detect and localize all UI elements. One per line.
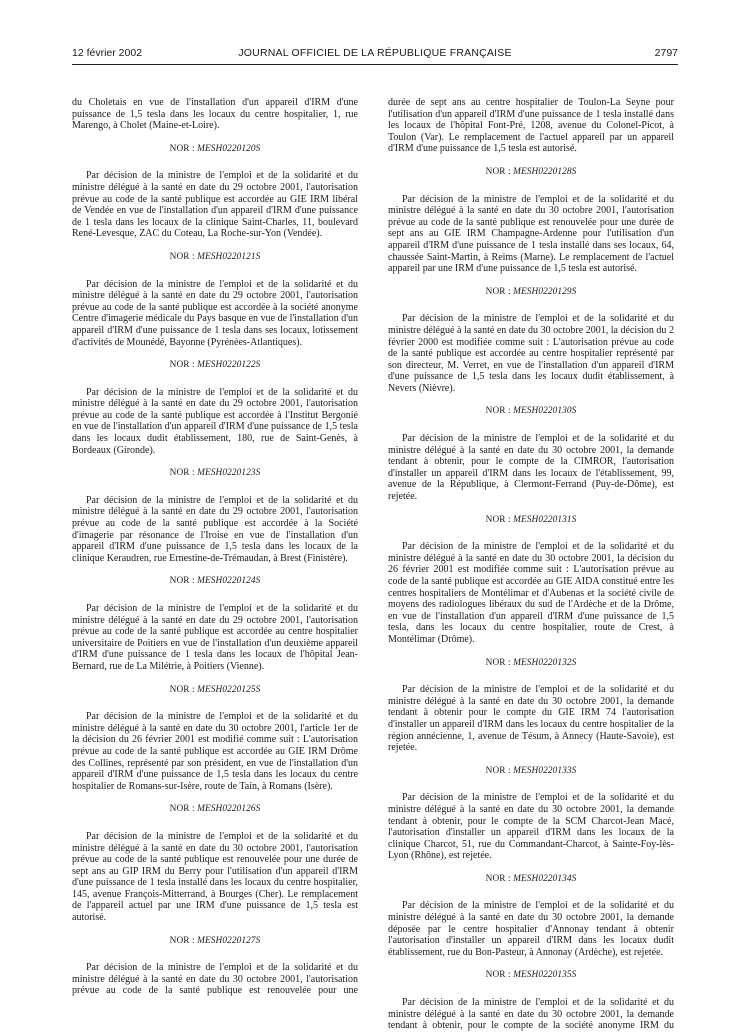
nor-reference [388, 874, 674, 886]
header-rule [72, 64, 678, 65]
header-title: JOURNAL OFFICIEL DE LA RÉPUBLIQUE FRANÇAISE [238, 47, 512, 59]
nor-reference [72, 144, 358, 156]
nor-code: MESH0220122S [197, 360, 261, 371]
nor-label: NOR : [169, 143, 195, 154]
nor-label: NOR : [169, 576, 195, 587]
nor-code: MESH0220131S [513, 514, 577, 525]
nor-label: NOR : [485, 873, 511, 884]
nor-code: MESH0220120S [197, 143, 261, 154]
nor-label: NOR : [169, 360, 195, 371]
nor-label: NOR : [485, 765, 511, 776]
nor-label: NOR : [485, 286, 511, 297]
nor-reference [388, 970, 674, 982]
decision-paragraph: Par décision de la ministre de l'emploi et de la solidarité et du ministre délégué à la santé en date du 29 octobre 2001, l'autorisation prévue au code de la santé publique est accordée au GIE IRM libéral de Vendée en vue de l'installation d'un appareil d'IRM d'une puissance de 1 tesla dans les locaux de la clinique Saint-Charles, 11, boulevard René-Levesque, ZAC du Coteau, La Roche-sur-Yon (Vendée). [72, 170, 358, 240]
decision-paragraph: Par décision de la ministre de l'emploi et de la solidarité et du ministre délégué à la santé en date du 29 octobre 2001, l'autorisation prévue au code de la santé publique est accordée à la société anonyme Centre d'imagerie médicale du Pays basque en vue de l'installation d'un appareil d'IRM d'une puissance de 1 tesla dans ses locaux, lotissement d'activités de Mounédé, Bayonne (Pyrénées-Atlantiques). [72, 278, 358, 348]
nor-code: MESH0220129S [513, 286, 577, 297]
decision-paragraph: Par décision de la ministre de l'emploi et de la solidarité et du ministre délégué à la santé en date du 30 octobre 2001, l'article 1er de la décision du 26 février 2001 est modifié comme suit : L'autorisation prévue au code de la santé publique est accordée au GIE IRM Drôme des Collines, représenté par son président, en vue de l'installation d'un appareil d'IRM d'une puissance de 1,5 tesla dans les locaux du centre hospitalier de Romans-sur-Isère, route de Tain, à Romans (Isère). [72, 711, 358, 792]
nor-label: NOR : [169, 251, 195, 262]
decision-paragraph: Par décision de la ministre de l'emploi et de la solidarité et du ministre délégué à la santé en date du 30 octobre 2001, la demande tendant à obtenir, pour le compte de la CIMROR, l'autorisation d'installer un appareil d'IRM dans les locaux de l'établissement, 99, avenue de la République, à Clermont-Ferrand (Puy-de-Dôme), est rejetée. [388, 433, 674, 503]
decision-paragraph: Par décision de la ministre de l'emploi et de la solidarité et du ministre délégué à la santé en date du 30 octobre 2001, la décision du 2 février 2000 est modifiée comme suit : L'autorisation prévue au code de la santé publique est accordée au centre hospitalier représenté par son directeur, M. Verret, en vue de l'installation d'un appareil d'IRM d'une puissance de 1,5 tesla dans les locaux dudit établissement, à Nevers (Nièvre). [388, 313, 674, 394]
decision-paragraph: Par décision de la ministre de l'emploi et de la solidarité et du ministre délégué à la santé en date du 30 octobre 2001, la demande tendant à obtenir, pour le compte de la SCM Charcot-Jean Macé, l'autorisation d'installer un appareil d'IRM dans les locaux de la clinique Charcot, 51, rue du Commandant-Charcot, à Sainte-Foy-lès-Lyon (Rhône), est rejetée. [388, 792, 674, 862]
nor-label: NOR : [169, 684, 195, 695]
nor-code: MESH0220133S [513, 765, 577, 776]
decision-paragraph: Par décision de la ministre de l'emploi et de la solidarité et du ministre délégué à la santé en date du 30 octobre 2001, l'autorisation prévue au code de la santé publique est renouvelée pour une durée de sept ans au GIE IRM Champagne-Ardenne pour l'utilisation d'un appareil d'IRM d'une puissance de 1 tesla installé dans ses locaux, 64, chaussée Saint-Martin, à Reims (Marne). Le remplacement de l'actuel appareil par une IRM d'une puissance de 1,5 tesla est autorisé. [388, 193, 674, 275]
nor-code: MESH0220123S [197, 468, 261, 479]
nor-code: MESH0220124S [197, 576, 261, 587]
nor-reference [72, 576, 358, 588]
nor-reference [388, 658, 674, 670]
continuation-paragraph: durée de sept ans au centre hospitalier de Toulon-La Seyne pour l'utilisation d'un appareil d'IRM d'une puissance de 1 tesla installé dans les locaux de l'hôpital Font-Pré, 1208, avenue du Colonel-Picot, à Toulon (Var). Le remplacement de l'actuel appareil par un appareil d'IRM d'une puissance de 1,5 tesla est autorisé. [388, 97, 674, 155]
continuation-paragraph: du Choletais en vue de l'installation d'un appareil d'IRM d'une puissance de 1,5 tesla dans les locaux du centre hospitalier, 1, rue Marengo, à Cholet (Maine-et-Loire). [72, 97, 358, 132]
nor-reference [388, 167, 674, 179]
right-column [388, 97, 674, 1032]
decision-paragraph: Par décision de la ministre de l'emploi et de la solidarité et du ministre délégué à la santé en date du 29 octobre 2001, l'autorisation prévue au code de la santé publique est accordée à la Société d'imagerie par résonance de l'Iroise en vue de l'installation d'un appareil d'IRM d'une puissance de 1,5 tesla dans les locaux de la clinique Keraudren, rue Ernestine-de-Trémaudan, à Brest (Finistère). [72, 494, 358, 564]
decision-paragraph: Par décision de la ministre de l'emploi et de la solidarité et du ministre délégué à la santé en date du 30 octobre 2001, l'autorisation prévue au code de la santé publique est renouvelée pour une [72, 962, 358, 997]
nor-code: MESH0220125S [197, 684, 261, 695]
nor-reference [72, 936, 358, 948]
decision-paragraph: Par décision de la ministre de l'emploi et de la solidarité et du ministre délégué à la santé en date du 30 octobre 2001, l'autorisation prévue au code de la santé publique est renouvelée pour une durée de sept ans au GIP IRM du Berry pour l'utilisation d'un appareil d'IRM d'une puissance de 1 tesla installé dans les locaux du centre hospitalier, 145, avenue François-Mitterrand, à Bourges (Cher). Le remplacement de l'appareil actuel par une IRM d'une puissance de 1,5 tesla est autorisé. [72, 830, 358, 924]
nor-code: MESH0220126S [197, 804, 261, 815]
nor-reference [388, 515, 674, 527]
nor-reference [388, 766, 674, 778]
nor-reference [388, 406, 674, 418]
nor-reference [72, 468, 358, 480]
decision-paragraph: Par décision de la ministre de l'emploi et de la solidarité et du ministre délégué à la santé en date du 30 octobre 2001, la demande tendant à obtenir, pour le compte de la société anonyme IRM du [388, 997, 674, 1032]
nor-reference [72, 360, 358, 372]
nor-label: NOR : [485, 657, 511, 668]
nor-label: NOR : [485, 514, 511, 525]
nor-code: MESH0220130S [513, 406, 577, 417]
nor-code: MESH0220134S [513, 873, 577, 884]
nor-code: MESH0220135S [513, 970, 577, 981]
left-column [72, 97, 358, 997]
page-number: 2797 [654, 47, 678, 59]
nor-reference [388, 287, 674, 299]
decision-paragraph: Par décision de la ministre de l'emploi et de la solidarité et du ministre délégué à la santé en date du 29 octobre 2001, l'autorisation prévue au code de la santé publique est accordée au centre hospitalier universitaire de Poitiers en vue de l'installation d'un deuxième appareil d'IRM d'une puissance de 1 tesla dans les locaux de l'hôpital Jean-Bernard, rue de La Milétrie, à Poitiers (Vienne). [72, 603, 358, 672]
nor-reference [72, 252, 358, 264]
nor-reference [72, 685, 358, 697]
nor-code: MESH0220121S [197, 251, 261, 262]
decision-paragraph: Par décision de la ministre de l'emploi et de la solidarité et du ministre délégué à la santé en date du 30 octobre 2001, la demande déposée par le centre hospitalier d'Annonay tendant à obtenir l'autorisation d'installer un appareil d'IRM dans les locaux dudit établissement, rue du Bon-Pasteur, à Annonay (Ardèche), est rejetée. [388, 900, 674, 958]
nor-code: MESH0220128S [513, 166, 577, 177]
decision-paragraph: Par décision de la ministre de l'emploi et de la solidarité et du ministre délégué à la santé en date du 30 octobre 2001, la demande tendant à obtenir pour le compte du GIE IRM 74 l'autorisation d'installer un appareil d'IRM dans les locaux du centre hospitalier de la région annécienne, 1, avenue de Tésum, à Annecy (Haute-Savoie), est rejetée. [388, 684, 674, 754]
nor-code: MESH0220132S [513, 657, 577, 668]
nor-label: NOR : [485, 166, 511, 177]
nor-reference [72, 804, 358, 816]
nor-label: NOR : [485, 970, 511, 981]
nor-label: NOR : [169, 935, 195, 946]
nor-label: NOR : [169, 468, 195, 479]
header-date: 12 février 2002 [72, 47, 143, 59]
nor-label: NOR : [169, 804, 195, 815]
nor-code: MESH0220127S [197, 935, 261, 946]
decision-paragraph: Par décision de la ministre de l'emploi et de la solidarité et du ministre délégué à la santé en date du 30 octobre 2001, la décision du 26 février 2001 est modifiée comme suit : L'autorisation prévue au code de la santé publique est accordée au GIE AIDA constitué entre les centres hospitaliers de Montélimar et d'Aubenas et la société civile de moyens des radiologues libéraux du sud de l'Ardèche et de la Drôme, en vue de l'installation d'un appareil d'IRM d'une puissance de 1,5 tesla, dans les locaux du centre hospitalier, route de Crest, à Montélimar (Drôme). [388, 541, 674, 645]
nor-label: NOR : [485, 406, 511, 417]
decision-paragraph: Par décision de la ministre de l'emploi et de la solidarité et du ministre délégué à la santé en date du 29 octobre 2001, l'autorisation prévue au code de la santé publique est accordée à l'Institut Bergonié en vue de l'installation d'un appareil d'IRM d'une puissance de 1,5 tesla dans les locaux dudit établissement, 180, rue de Saint-Genès, à Bordeaux (Gironde). [72, 386, 358, 456]
page-header [72, 47, 678, 63]
